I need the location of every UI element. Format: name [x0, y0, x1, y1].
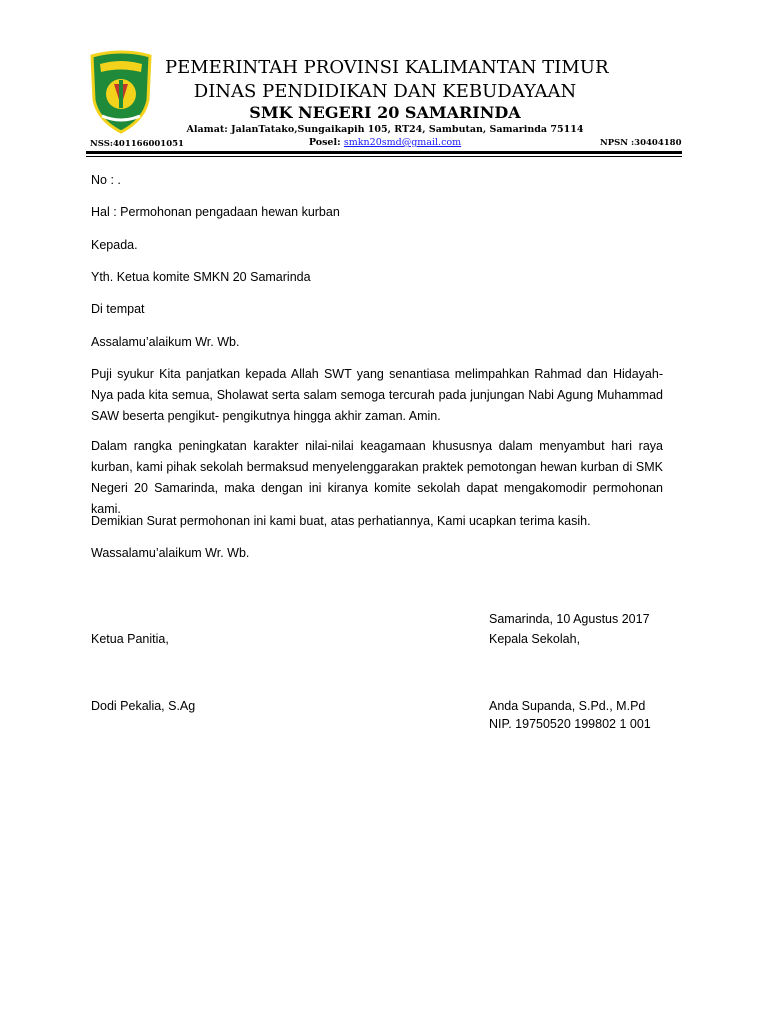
letterhead-posel	[165, 137, 605, 148]
place-date: Samarinda, 10 Agustus 2017	[489, 612, 650, 626]
left-signer-name: Dodi Pekalia, S.Ag	[91, 699, 196, 713]
nss-number: NSS:401166001051	[90, 139, 184, 149]
letterhead-government: PEMERINTAH PROVINSI KALIMANTAN TIMUR	[165, 57, 609, 78]
header-divider-thick	[86, 151, 682, 154]
closing-greeting: Wassalamu’alaikum Wr. Wb.	[91, 546, 250, 560]
paragraph-2: Dalam rangka peningkatan karakter nilai-nilai keagamaan khususnya dalam menyambut hari raya kurban, kami pihak sekolah bermaksud menyelenggarakan praktek pemotongan hewan kurban di SMK Negeri 20 Samarinda, maka dengan ini kiranya komite sekolah dapat mengakomodir permohonan kami.	[91, 439, 663, 516]
npsn-number: NPSN :30404180	[600, 138, 682, 148]
right-signer-nip: NIP. 19750520 199802 1 001	[489, 717, 651, 731]
email-link[interactable]: smkn20smd@gmail.com	[343, 137, 462, 148]
recipient-intro: Kepada.	[91, 238, 138, 252]
right-signer-name: Anda Supanda, S.Pd., M.Pd	[489, 699, 646, 713]
letterhead-school-name: SMK NEGERI 20 SAMARINDA	[249, 103, 521, 122]
letterhead-address: Alamat: JalanTatako,Sungaikapih 105, RT24, Sambutan, Samarinda 75114	[186, 124, 584, 135]
recipient-name: Yth. Ketua komite SMKN 20 Samarinda	[91, 270, 311, 284]
opening-greeting: Assalamu’alaikum Wr. Wb.	[91, 335, 240, 349]
paragraph-3: Demikian Surat permohonan ini kami buat, atas perhatiannya, Kami ucapkan terima kasih.	[91, 514, 591, 528]
paragraph-1: Puji syukur Kita panjatkan kepada Allah SWT yang senantiasa melimpahkan Rahmad dan Hidayah-Nya pada kita semua, Sholawat serta salam semoga tercurah pada junjungan Nabi Agung Muhammad SAW beserta pengikut- pengikutnya hingga akhir zaman. Amin.	[91, 367, 663, 423]
header-divider-thin	[86, 156, 682, 157]
left-signer-title: Ketua Panitia,	[91, 632, 169, 646]
letter-subject: Hal : Permohonan pengadaan hewan kurban	[91, 205, 340, 219]
recipient-place: Di tempat	[91, 302, 145, 316]
posel-label: Posel:	[308, 137, 344, 148]
letterhead-department: DINAS PENDIDIKAN DAN KEBUDAYAAN	[193, 81, 577, 102]
letter-number: No : .	[91, 173, 121, 187]
right-signer-title: Kepala Sekolah,	[489, 632, 581, 646]
province-emblem-logo	[88, 50, 154, 134]
